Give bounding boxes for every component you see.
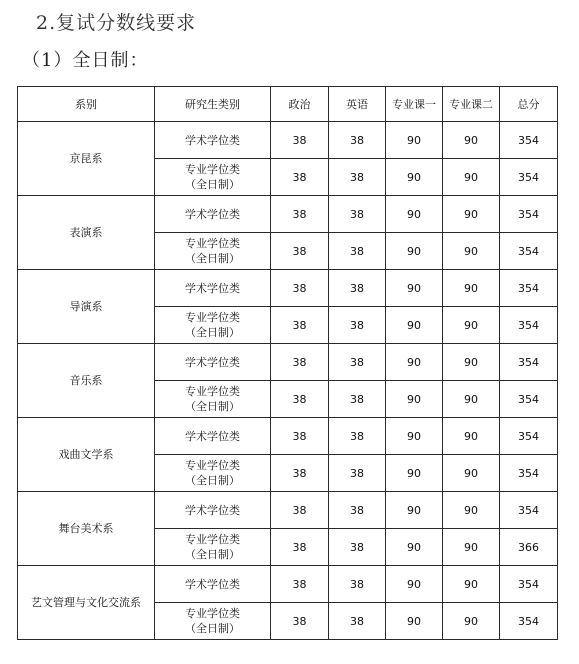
student-type	[155, 529, 271, 566]
major1-score: 90	[386, 344, 443, 381]
col-header-total: 总分	[500, 87, 558, 122]
english-score: 38	[329, 196, 386, 233]
major1-score: 90	[386, 159, 443, 196]
major2-score: 90	[443, 455, 500, 492]
total-score: 354	[500, 381, 558, 418]
major2-score: 90	[443, 529, 500, 566]
student-type-line: （全日制）	[185, 622, 240, 635]
department-name: 艺文管理与文化交流系	[18, 566, 155, 640]
col-header-major2: 专业课二	[443, 87, 500, 122]
table-row	[18, 344, 558, 381]
politics-score: 38	[271, 159, 329, 196]
english-score: 38	[329, 344, 386, 381]
politics-score: 38	[271, 603, 329, 640]
student-type	[155, 381, 271, 418]
student-type	[155, 196, 271, 233]
student-type-line: （全日制）	[185, 252, 240, 265]
major1-score: 90	[386, 122, 443, 159]
student-type	[155, 455, 271, 492]
total-score: 354	[500, 344, 558, 381]
table-row	[18, 566, 558, 603]
table-row	[18, 418, 558, 455]
politics-score: 38	[271, 492, 329, 529]
english-score: 38	[329, 603, 386, 640]
col-header-department: 系别	[18, 87, 155, 122]
english-score: 38	[329, 270, 386, 307]
student-type	[155, 344, 271, 381]
politics-score: 38	[271, 307, 329, 344]
table-header	[18, 87, 558, 122]
politics-score: 38	[271, 196, 329, 233]
major2-score: 90	[443, 418, 500, 455]
major2-score: 90	[443, 307, 500, 344]
col-header-major1: 专业课一	[386, 87, 443, 122]
total-score: 354	[500, 122, 558, 159]
politics-score: 38	[271, 418, 329, 455]
english-score: 38	[329, 307, 386, 344]
section-subheading: （1）全日制：	[22, 50, 149, 71]
student-type-line: 专业学位类	[185, 459, 240, 472]
total-score: 354	[500, 307, 558, 344]
table-row	[18, 196, 558, 233]
major2-score: 90	[443, 233, 500, 270]
department-name: 表演系	[18, 196, 155, 270]
total-score: 354	[500, 196, 558, 233]
student-type-line: 学术学位类	[185, 503, 240, 517]
english-score: 38	[329, 159, 386, 196]
student-type-line: 专业学位类	[185, 237, 240, 250]
politics-score: 38	[271, 381, 329, 418]
department-name: 舞台美术系	[18, 492, 155, 566]
major2-score: 90	[443, 159, 500, 196]
table-row	[18, 492, 558, 529]
total-score: 354	[500, 603, 558, 640]
major1-score: 90	[386, 529, 443, 566]
student-type	[155, 122, 271, 159]
department-name: 戏曲文学系	[18, 418, 155, 492]
major1-score: 90	[386, 270, 443, 307]
student-type	[155, 233, 271, 270]
major2-score: 90	[443, 344, 500, 381]
student-type-line: 专业学位类	[185, 311, 240, 324]
english-score: 38	[329, 418, 386, 455]
student-type-line: （全日制）	[185, 178, 240, 191]
major1-score: 90	[386, 566, 443, 603]
student-type-line: 学术学位类	[185, 133, 240, 147]
student-type	[155, 270, 271, 307]
col-header-student-type: 研究生类别	[155, 87, 271, 122]
english-score: 38	[329, 455, 386, 492]
english-score: 38	[329, 529, 386, 566]
department-name: 音乐系	[18, 344, 155, 418]
major1-score: 90	[386, 196, 443, 233]
student-type	[155, 566, 271, 603]
student-type-line: 学术学位类	[185, 577, 240, 591]
student-type	[155, 418, 271, 455]
major1-score: 90	[386, 307, 443, 344]
student-type-line: 学术学位类	[185, 281, 240, 295]
total-score: 354	[500, 566, 558, 603]
total-score: 354	[500, 455, 558, 492]
student-type-line: 专业学位类	[185, 607, 240, 620]
politics-score: 38	[271, 344, 329, 381]
major2-score: 90	[443, 566, 500, 603]
section-heading: 2.复试分数线要求	[36, 12, 197, 34]
english-score: 38	[329, 381, 386, 418]
politics-score: 38	[271, 270, 329, 307]
major1-score: 90	[386, 603, 443, 640]
student-type	[155, 159, 271, 196]
student-type	[155, 307, 271, 344]
col-header-english: 英语	[329, 87, 386, 122]
student-type	[155, 603, 271, 640]
table-header-row	[18, 87, 558, 122]
department-name: 京昆系	[18, 122, 155, 196]
col-header-politics: 政治	[271, 87, 329, 122]
total-score: 366	[500, 529, 558, 566]
major1-score: 90	[386, 381, 443, 418]
total-score: 354	[500, 492, 558, 529]
student-type	[155, 492, 271, 529]
student-type-line: 专业学位类	[185, 385, 240, 398]
student-type-line: 专业学位类	[185, 533, 240, 546]
major2-score: 90	[443, 270, 500, 307]
major2-score: 90	[443, 603, 500, 640]
table-row	[18, 122, 558, 159]
major1-score: 90	[386, 418, 443, 455]
major2-score: 90	[443, 196, 500, 233]
major1-score: 90	[386, 233, 443, 270]
student-type-line: 专业学位类	[185, 163, 240, 176]
politics-score: 38	[271, 233, 329, 270]
student-type-line: 学术学位类	[185, 207, 240, 221]
politics-score: 38	[271, 122, 329, 159]
student-type-line: （全日制）	[185, 400, 240, 413]
major2-score: 90	[443, 122, 500, 159]
department-name: 导演系	[18, 270, 155, 344]
major1-score: 90	[386, 492, 443, 529]
score-table	[17, 86, 558, 640]
student-type-line: （全日制）	[185, 326, 240, 339]
english-score: 38	[329, 566, 386, 603]
politics-score: 38	[271, 529, 329, 566]
student-type-line: 学术学位类	[185, 429, 240, 443]
table-row	[18, 270, 558, 307]
english-score: 38	[329, 233, 386, 270]
total-score: 354	[500, 159, 558, 196]
student-type-line: 学术学位类	[185, 355, 240, 369]
total-score: 354	[500, 418, 558, 455]
student-type-line: （全日制）	[185, 548, 240, 561]
table-body	[18, 122, 558, 640]
politics-score: 38	[271, 455, 329, 492]
total-score: 354	[500, 270, 558, 307]
total-score: 354	[500, 233, 558, 270]
student-type-line: （全日制）	[185, 474, 240, 487]
major1-score: 90	[386, 455, 443, 492]
english-score: 38	[329, 492, 386, 529]
english-score: 38	[329, 122, 386, 159]
major2-score: 90	[443, 492, 500, 529]
major2-score: 90	[443, 381, 500, 418]
politics-score: 38	[271, 566, 329, 603]
